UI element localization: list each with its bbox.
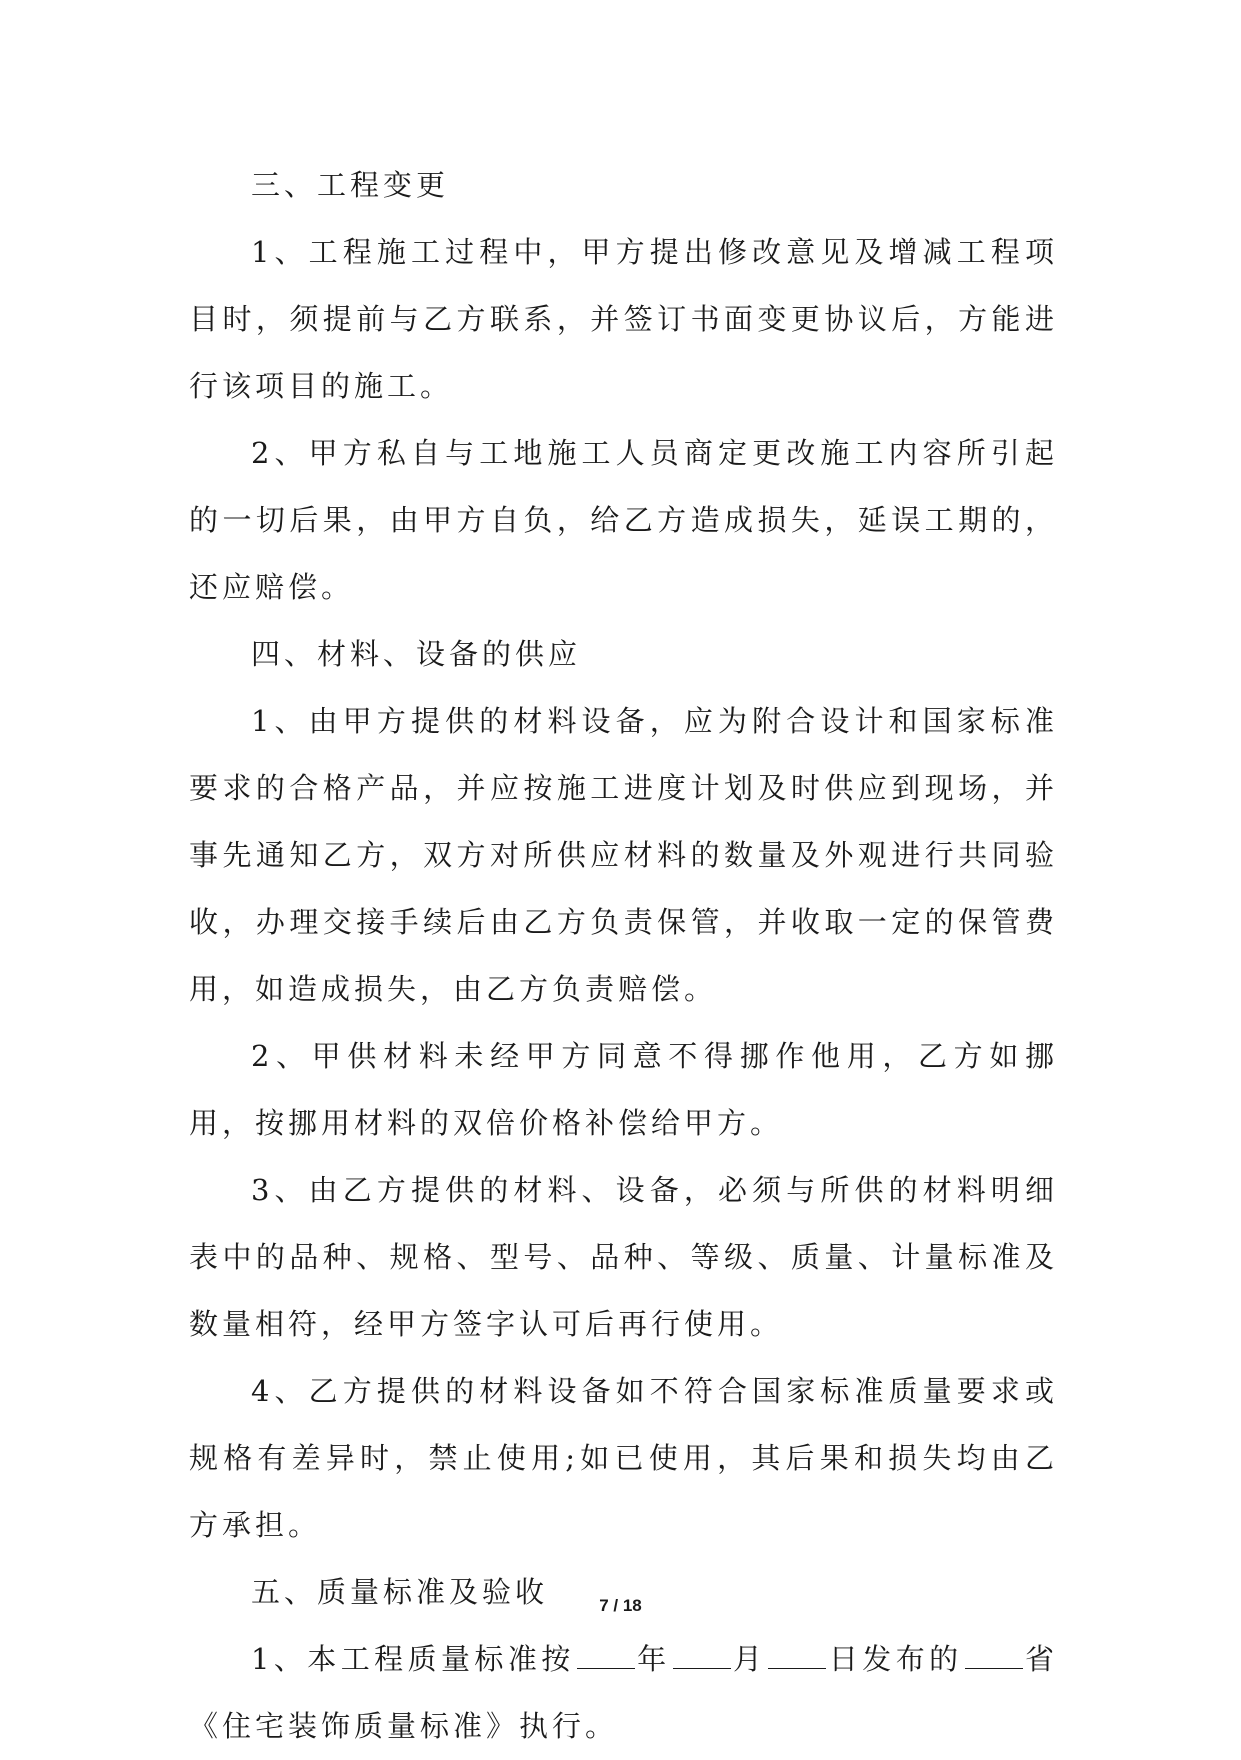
section-4-title: 四、材料、设备的供应 — [251, 637, 582, 671]
document-body — [189, 152, 1058, 1760]
section-5-title: 五、质量标准及验收 — [251, 1575, 549, 1609]
section-4-paragraph-1: 1、由甲方提供的材料设备，应为附合设计和国家标准要求的合格产品，并应按施工进度计划及时供应到现场，并事先通知乙方，双方对所供应材料的数量及外观进行共同验收，办理交接手续后由乙方负责保管，并收取一定的保管费用，如造成损失，由乙方负责赔偿。 — [189, 704, 1058, 1006]
page-number: 7 / 18 — [599, 1596, 642, 1615]
blank-province — [965, 1667, 1023, 1669]
blank-month — [673, 1667, 731, 1669]
s5-text-year: 年 — [636, 1642, 671, 1676]
section-5-paragraph-1 — [189, 1626, 1058, 1760]
section-3-title: 三、工程变更 — [251, 168, 450, 202]
s5-text-day: 日发布的 — [828, 1642, 963, 1676]
blank-year — [577, 1667, 635, 1669]
section-4-paragraph-3: 3、由乙方提供的材料、设备，必须与所供的材料明细表中的品种、规格、型号、品种、等级、质量、计量标准及数量相符，经甲方签字认可后再行使用。 — [189, 1173, 1058, 1341]
blank-day — [768, 1667, 826, 1669]
section-3-paragraph-2: 2、甲方私自与工地施工人员商定更改施工内容所引起的一切后果，由甲方自负，给乙方造成损失，延误工期的，还应赔偿。 — [189, 436, 1058, 604]
s5-text-a: 1、本工程质量标准按 — [251, 1642, 575, 1676]
s5-text-b: 省《住宅装饰质量标准》执行。 — [189, 1642, 1058, 1743]
section-4-paragraph-2: 2、甲供材料未经甲方同意不得挪作他用，乙方如挪用，按挪用材料的双倍价格补偿给甲方。 — [189, 1039, 1058, 1140]
section-4-paragraph-4: 4、乙方提供的材料设备如不符合国家标准质量要求或规格有差异时，禁止使用;如已使用，其后果和损失均由乙方承担。 — [189, 1374, 1058, 1542]
s5-text-month: 月 — [732, 1642, 767, 1676]
section-3-paragraph-1: 1、工程施工过程中，甲方提出修改意见及增减工程项目时，须提前与乙方联系，并签订书面变更协议后，方能进行该项目的施工。 — [189, 235, 1058, 403]
